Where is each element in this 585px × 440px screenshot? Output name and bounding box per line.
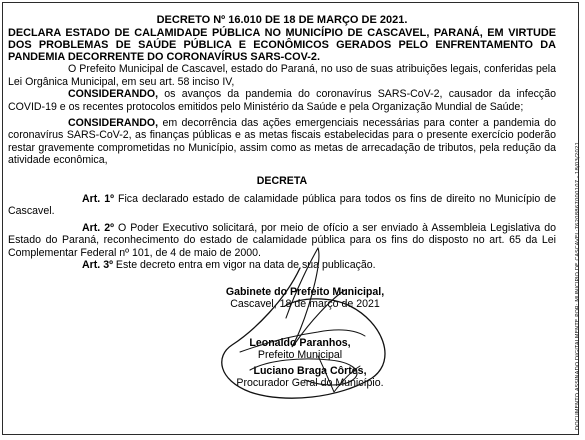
attorney-signature-block [190, 365, 430, 389]
article-2-text: O Poder Executivo solicitará, por meio de ofício a ser enviado à Assembleia Legislativa do Estado do Paraná, reconhecimento do estado de calamidade pública para os fins do disposto no art. 65 da Lei Complementar Federal nº 101, de 4 de maio de 2000. [8, 221, 556, 259]
attorney-name: Luciano Braga Côrtes, [253, 365, 367, 377]
place-date: Cascavel, 18 de março de 2021 [230, 298, 380, 310]
place-date-block [200, 286, 410, 310]
article-2-label: Art. 2º [82, 221, 114, 234]
considerando-2 [8, 117, 556, 167]
article-2 [8, 222, 556, 259]
article-1-label: Art. 1º [82, 193, 114, 206]
considerando-1-label: CONSIDERANDO, [68, 88, 159, 101]
considerando-1-text: os avanços da pandemia do coronavírus SARS-CoV-2, causador da infecção COVID-19 e os recentes protocolos emitidos pelo Ministério da Saúde e pela Organização Mundial de Saúde; [8, 88, 556, 113]
digital-signature-sidebar: DOCUMENTO ASSINADO DIGITALMENTE POR: MUNICIPIO DE CASCAVEL:76208867000107 - 18/03/2021 [575, 141, 581, 430]
attorney-role: Procurador Geral do Município. [236, 377, 384, 389]
article-3-text: Este decreto entra em vigor na data de sua publicação. [112, 259, 376, 272]
decree-content [8, 14, 556, 272]
mayor-signature-block [195, 337, 405, 361]
place-title: Gabinete do Prefeito Municipal, [225, 286, 385, 298]
considerando-1 [8, 88, 556, 113]
decree-title: DECRETO Nº 16.010 DE 18 DE MARÇO DE 2021. [156, 14, 408, 26]
considerando-2-text: em decorrência das ações emergenciais necessárias para conter a pandemia do coronavírus SARS-CoV-2, as finanças públicas e as metas fiscais estabelecidas para o presente exercício poderão restar gravemente comprometidas no Município, assim como as metas de arrecadação de tributos, pela redução da atividade econômica, [8, 117, 556, 167]
decree-subtitle: DECLARA ESTADO DE CALAMIDADE PÚBLICA NO MUNICÍPIO DE CASCAVEL, PARANÁ, EM VIRTUDE DOS PROBLEMAS DE SAÚDE PÚBLICA E ECONÔMICOS GERADOS PELO ENFRENTAMENTO DA PANDEMIA DECORRENTE DO CORONAVÍRUS SARS-COV-2. [8, 27, 556, 64]
article-1-text: Fica declarado estado de calamidade pública para todos os fins de direito no Município de Cascavel. [8, 193, 556, 218]
mayor-name: Leonaldo Paranhos, [249, 337, 351, 349]
article-1 [8, 193, 556, 218]
decreta-heading: DECRETA [256, 174, 308, 187]
considerando-2-label: CONSIDERANDO, [68, 117, 159, 130]
article-3 [8, 259, 556, 271]
mayor-role: Prefeito Municipal [257, 349, 343, 361]
article-3-label: Art. 3º [82, 259, 113, 272]
intro-paragraph: O Prefeito Municipal de Cascavel, estado do Paraná, no uso de suas atribuições legais, conferidas pela Lei Orgânica Municipal, em seu art. 58 inciso IV, [8, 63, 556, 88]
